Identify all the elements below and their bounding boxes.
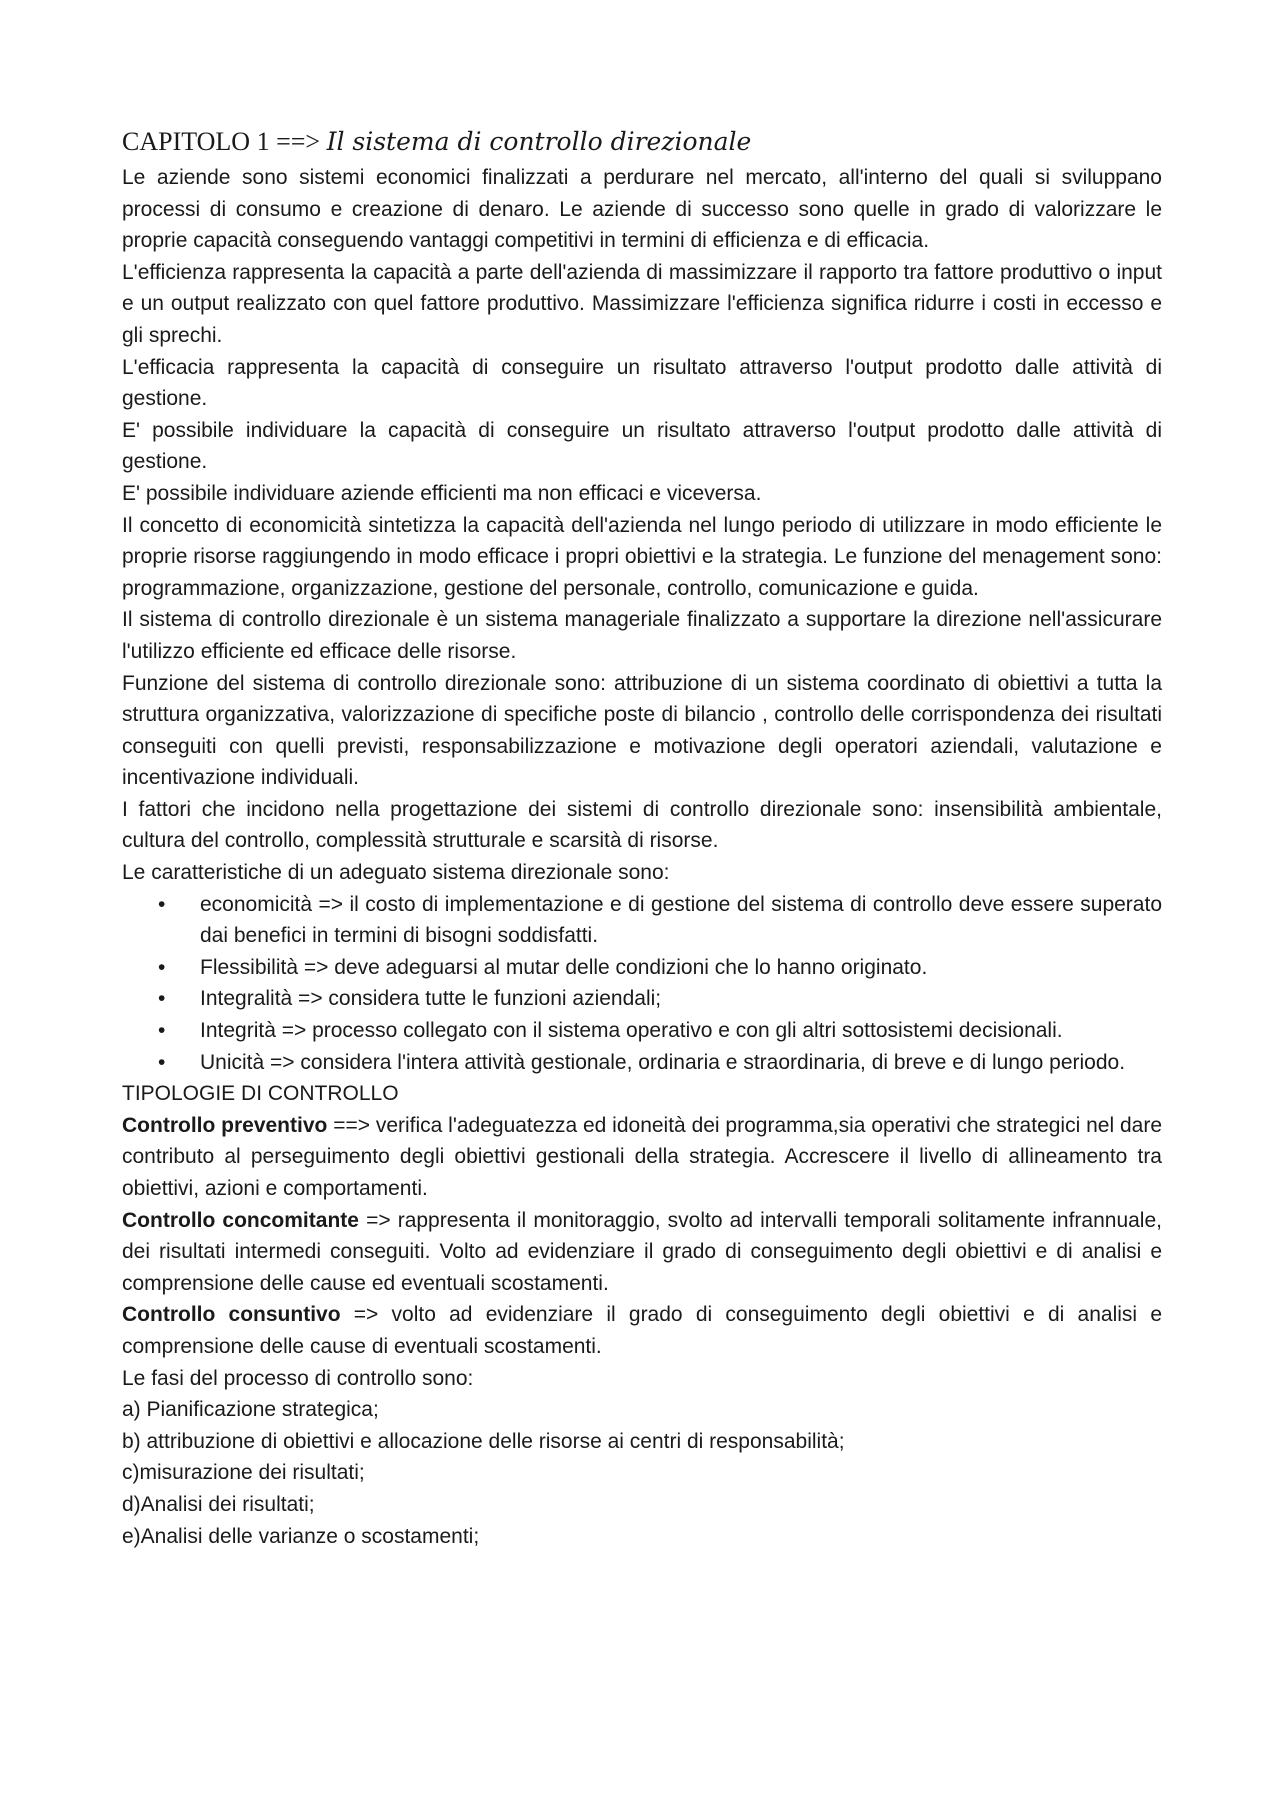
paragraph-intro: Le aziende sono sistemi economici finalizzati a perdurare nel mercato, all'interno del quali si sviluppano processi di consumo e creazione di denaro. Le aziende di successo sono quelle in grado di valorizzare le proprie capacità conseguendo vantaggi competitivi in termini di efficienza e di efficacia. [122, 166, 1162, 253]
bullet-icon: • [158, 1019, 166, 1043]
phase-item: a) Pianificazione strategica; [122, 1398, 379, 1422]
paragraph-individuare-aziende: E' possibile individuare aziende efficienti ma non efficaci e viceversa. [122, 481, 762, 505]
chapter-title [122, 122, 1162, 162]
phase-item: b) attribuzione di obiettivi e allocazione delle risorse ai centri di responsabilità; [122, 1429, 845, 1453]
characteristics-list [122, 889, 1162, 1079]
paragraph-funzione-sistema: Funzione del sistema di controllo direzionale sono: attribuzione di un sistema coordinato di obiettivi a tutta la struttura organizzativa, valorizzazione di specifiche poste di bilancio , controllo delle corrispondenza dei risultati conseguiti con quelli previsti, responsabilizzazione e motivazione degli operatori aziendali, valutazione e incentivazione individuali. [122, 671, 1162, 790]
paragraph-sistema-controllo: Il sistema di controllo direzionale è un sistema manageriale finalizzato a supportare la direzione nell'assicurare l'utilizzo efficiente ed efficace delle risorse. [122, 608, 1162, 663]
document-content [122, 122, 1162, 1552]
list-item-text: Integralità => considera tutte le funzioni aziendali; [200, 987, 662, 1011]
paragraph-fattori: I fattori che incidono nella progettazione dei sistemi di controllo direzionale sono: insensibilità ambientale, cultura del controllo, complessità strutturale e scarsità di risorse. [122, 797, 1162, 853]
paragraph-individuare-risultato: E' possibile individuare la capacità di conseguire un risultato attraverso l'output prodotto dalle attività di gestione. [122, 418, 1162, 474]
list-item-text: Integrità => processo collegato con il sistema operativo e con gli altri sottosistemi decisionali. [200, 1019, 1063, 1043]
list-item [122, 952, 1162, 984]
list-item [122, 889, 1162, 952]
phase-item: d)Analisi dei risultati; [122, 1492, 315, 1516]
phase-item: e)Analisi delle varianze o scostamenti; [122, 1524, 480, 1548]
term-controllo-preventivo: Controllo preventivo [122, 1113, 328, 1137]
list-item-text: Unicità => considera l'intera attività gestionale, ordinaria e straordinaria, di breve e di lungo periodo. [200, 1050, 1126, 1074]
text-controllo-preventivo: ==> verifica l'adeguatezza ed idoneità dei programma,sia operativi che strategici nel dare contributo al perseguimento degli obiettivi gestionali della strategia. Accrescere il livello di allineamento tra obiettivi, azioni e comportamenti. [122, 1113, 1162, 1200]
paragraph-caratteristiche: Le caratteristiche di un adeguato sistema direzionale sono: [122, 861, 670, 885]
section-heading-tipologie: TIPOLOGIE DI CONTROLLO [122, 1082, 399, 1106]
list-item-text: Flessibilità => deve adeguarsi al mutar delle condizioni che lo hanno originato. [200, 955, 928, 979]
paragraph-efficacia: L'efficacia rappresenta la capacità di conseguire un risultato attraverso l'output prodotto dalle attività di gestione. [122, 355, 1162, 411]
list-item-text: economicità => il costo di implementazione e di gestione del sistema di controllo deve essere superato dai benefici in termini di bisogni soddisfatti. [200, 892, 1162, 948]
paragraph-economicita: Il concetto di economicità sintetizza la capacità dell'azienda nel lungo periodo di utilizzare in modo efficiente le proprie risorse raggiungendo in modo efficace i propri obiettivi e la strategia. Le funzione del menagement sono: programmazione, organizzazione, gestione del personale, controllo, comunicazione e guida. [122, 513, 1162, 600]
paragraph-efficienza: L'efficienza rappresenta la capacità a parte dell'azienda di massimizzare il rapporto tra fattore produttivo o input e un output realizzato con quel fattore produttivo. Massimizzare l'efficienza significa ridurre i costi in eccesso e gli sprechi. [122, 260, 1162, 347]
bullet-icon: • [158, 892, 166, 916]
list-item [122, 983, 1162, 1015]
paragraph-controllo-concomitante [122, 1205, 1162, 1300]
list-item [122, 1047, 1162, 1079]
text-controllo-consuntivo: => volto ad evidenziare il grado di conseguimento degli obiettivi e di analisi e comprensione delle cause di eventuali scostamenti. [122, 1303, 1162, 1358]
paragraph-controllo-preventivo [122, 1110, 1162, 1205]
paragraph-controllo-consuntivo [122, 1299, 1162, 1362]
bullet-icon: • [158, 1050, 166, 1074]
phase-item: c)misurazione dei risultati; [122, 1461, 365, 1485]
term-controllo-consuntivo: Controllo consuntivo [122, 1303, 341, 1327]
chapter-title-prefix: CAPITOLO 1 ==> [122, 127, 321, 156]
list-item [122, 1015, 1162, 1047]
term-controllo-concomitante: Controllo concomitante [122, 1208, 359, 1232]
text-controllo-concomitante: => rappresenta il monitoraggio, svolto ad intervalli temporali solitamente infrannuale, dei risultati intermedi conseguiti. Volto ad evidenziare il grado di conseguimento degli obiettivi e di analisi e comprensione delle cause ed eventuali scostamenti. [122, 1208, 1162, 1295]
phases-intro: Le fasi del processo di controllo sono: [122, 1366, 474, 1390]
bullet-icon: • [158, 955, 166, 979]
chapter-title-main: Il sistema di controllo direzionale [326, 127, 752, 156]
bullet-icon: • [158, 987, 166, 1011]
